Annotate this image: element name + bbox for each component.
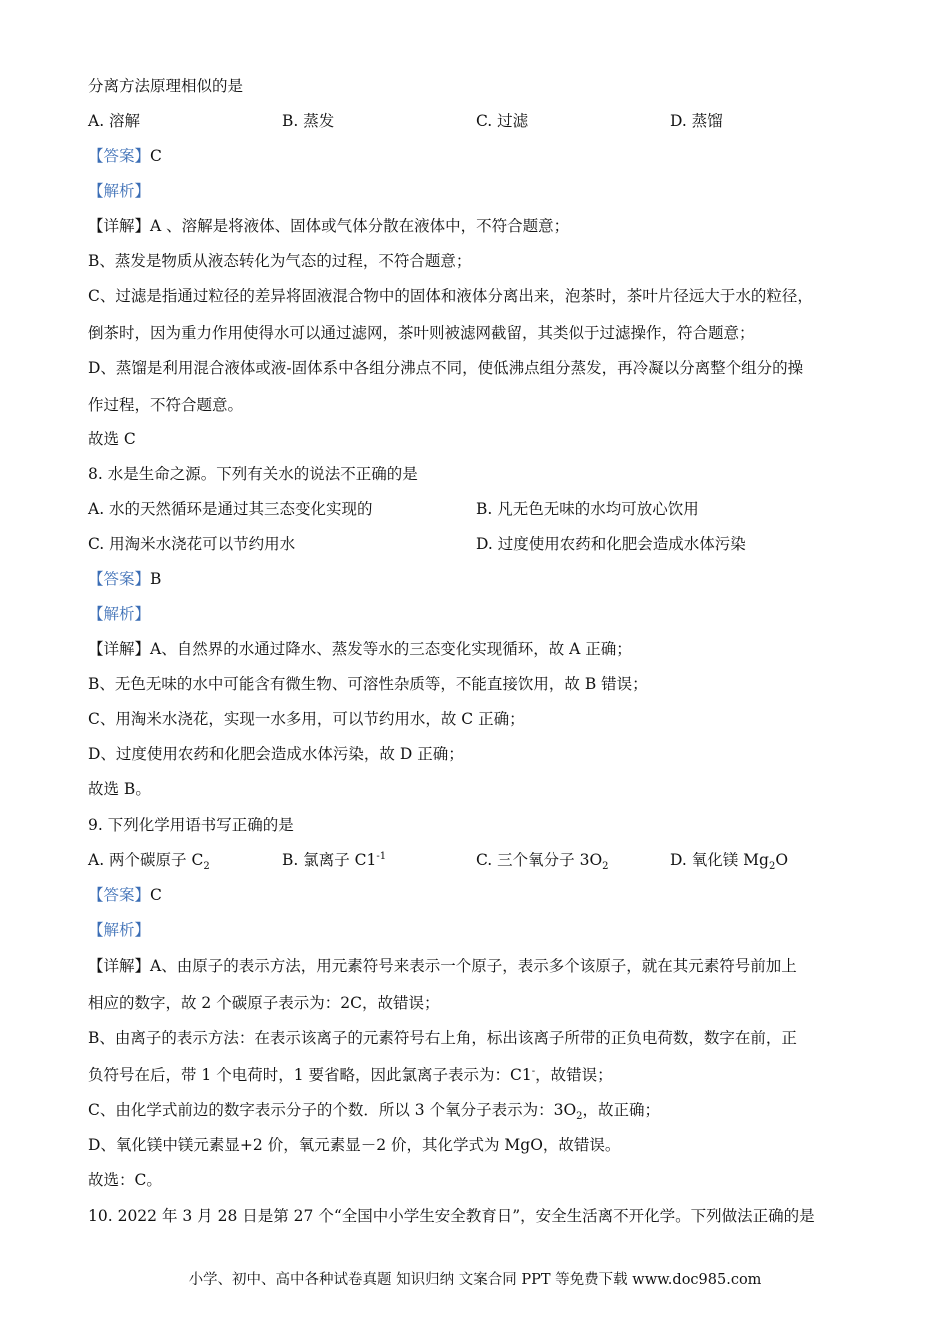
q7-option-a: A. 溶解 <box>88 112 141 130</box>
q8-option-c: C. 用淘米水浇花可以节约用水 <box>88 535 296 553</box>
superscript: - <box>531 1065 536 1077</box>
q8-option-b: B. 凡无色无味的水均可放心饮用 <box>476 500 699 518</box>
q9-option-d <box>670 850 789 873</box>
q9-detail-a <box>88 956 797 976</box>
q7-detail-a <box>88 216 569 236</box>
q9-detail-b-cont <box>88 1065 613 1085</box>
q8-analysis-label: 【解析】 <box>88 605 151 623</box>
q8-stem: 8. 水是生命之源。下列有关水的说法不正确的是 <box>88 465 418 483</box>
detail-text: 负符号在后，带 1 个电荷时，1 要省略，因此氯离子表示为：C1 <box>88 1066 532 1084</box>
detail-text: C、由化学式前边的数字表示分子的个数．所以 3 个氧分子表示为：3O <box>88 1101 577 1119</box>
detail-label: 【详解】 <box>88 957 151 975</box>
q8-answer <box>88 569 161 589</box>
subscript: 2 <box>576 1111 583 1123</box>
q7-stem-tail: 分离方法原理相似的是 <box>88 77 244 95</box>
q7-detail-d: D、蒸馏是利用混合液体或液-固体系中各组分沸点不同，使低沸点组分蒸发，再冷凝以分离整个组分的操 <box>88 359 804 377</box>
answer-value: C <box>150 886 162 904</box>
q9-detail-d: D、氧化镁中镁元素显+2 价，氧元素显－2 价，其化学式为 MgO，故错误。 <box>88 1136 621 1154</box>
answer-label: 【答案】 <box>88 570 151 588</box>
option-text: B. 氯离子 C1 <box>282 851 377 869</box>
q7-detail-d-cont: 作过程，不符合题意。 <box>88 396 244 414</box>
q7-answer <box>88 146 162 166</box>
q9-detail-a-cont: 相应的数字，故 2 个碳原子表示为：2C，故错误； <box>88 994 440 1012</box>
detail-text-tail: ，故正确； <box>582 1101 661 1119</box>
q8-conclusion: 故选 B。 <box>88 780 151 798</box>
q8-option-d: D. 过度使用农药和化肥会造成水体污染 <box>476 535 746 553</box>
q8-detail-d: D、过度使用农药和化肥会造成水体污染，故 D 正确； <box>88 745 464 763</box>
q9-option-c <box>476 850 609 873</box>
superscript: -1 <box>376 850 387 862</box>
q7-detail-c: C、过滤是指通过粒径的差异将固液混合物中的固体和液体分离出来，泡茶时，茶叶片径远大于水的粒径， <box>88 287 813 305</box>
q7-option-d: D. 蒸馏 <box>670 112 723 130</box>
q9-detail-b: B、由离子的表示方法：在表示该离子的元素符号右上角，标出该离子所带的正负电荷数，数字在前，正 <box>88 1029 797 1047</box>
answer-label: 【答案】 <box>88 147 151 165</box>
q8-detail-a <box>88 639 632 659</box>
q7-option-c: C. 过滤 <box>476 112 529 130</box>
q7-option-b: B. 蒸发 <box>282 112 335 130</box>
answer-value: B <box>150 570 162 588</box>
q7-analysis-label: 【解析】 <box>88 182 151 200</box>
q9-detail-c <box>88 1100 661 1123</box>
q9-answer <box>88 885 162 905</box>
detail-text: A 、溶解是将液体、固体或气体分散在液体中，不符合题意； <box>150 217 570 235</box>
answer-value: C <box>150 147 162 165</box>
q7-detail-b: B、蒸发是物质从液态转化为气态的过程，不符合题意； <box>88 252 472 270</box>
detail-text: A、自然界的水通过降水、蒸发等水的三态变化实现循环，故 A 正确； <box>150 640 632 658</box>
detail-label: 【详解】 <box>88 640 151 658</box>
detail-text-tail: ，故错误； <box>535 1066 613 1084</box>
q8-option-a: A. 水的天然循环是通过其三态变化实现的 <box>88 500 373 518</box>
q8-detail-b: B、无色无味的水中可能含有微生物、可溶性杂质等，不能直接饮用，故 B 错误； <box>88 675 648 693</box>
option-text: C. 三个氧分子 3O <box>476 851 603 869</box>
subscript: 2 <box>768 861 776 873</box>
answer-label: 【答案】 <box>88 886 151 904</box>
q10-stem: 10. 2022 年 3 月 28 日是第 27 个“全国中小学生安全教育日”，安全生活离不开化学。下列做法正确的是 <box>88 1207 815 1225</box>
q9-option-a <box>88 850 210 873</box>
q9-conclusion: 故选：C。 <box>88 1171 162 1189</box>
q9-analysis-label: 【解析】 <box>88 921 151 939</box>
q9-option-b <box>282 850 386 870</box>
option-text: A. 两个碳原子 C <box>88 851 204 869</box>
subscript: 2 <box>602 861 609 873</box>
option-text-tail: O <box>775 851 789 869</box>
detail-label: 【详解】 <box>88 217 151 235</box>
q9-stem: 9. 下列化学用语书写正确的是 <box>88 816 294 834</box>
q8-detail-c: C、用淘米水浇花，实现一水多用，可以节约用水，故 C 正确； <box>88 710 525 728</box>
q7-conclusion: 故选 C <box>88 430 136 448</box>
detail-text: A、由原子的表示方法，用元素符号来表示一个原子，表示多个该原子，就在其元素符号前加上 <box>150 957 797 975</box>
option-text: D. 氧化镁 Mg <box>670 851 769 869</box>
page-footer: 小学、初中、高中各种试卷真题 知识归纳 文案合同 PPT 等免费下载 www.doc985.com <box>188 1272 762 1288</box>
q7-detail-c-cont: 倒茶时，因为重力作用使得水可以通过滤网，茶叶则被滤网截留，其类似于过滤操作，符合题意； <box>88 324 755 342</box>
subscript: 2 <box>203 861 210 873</box>
